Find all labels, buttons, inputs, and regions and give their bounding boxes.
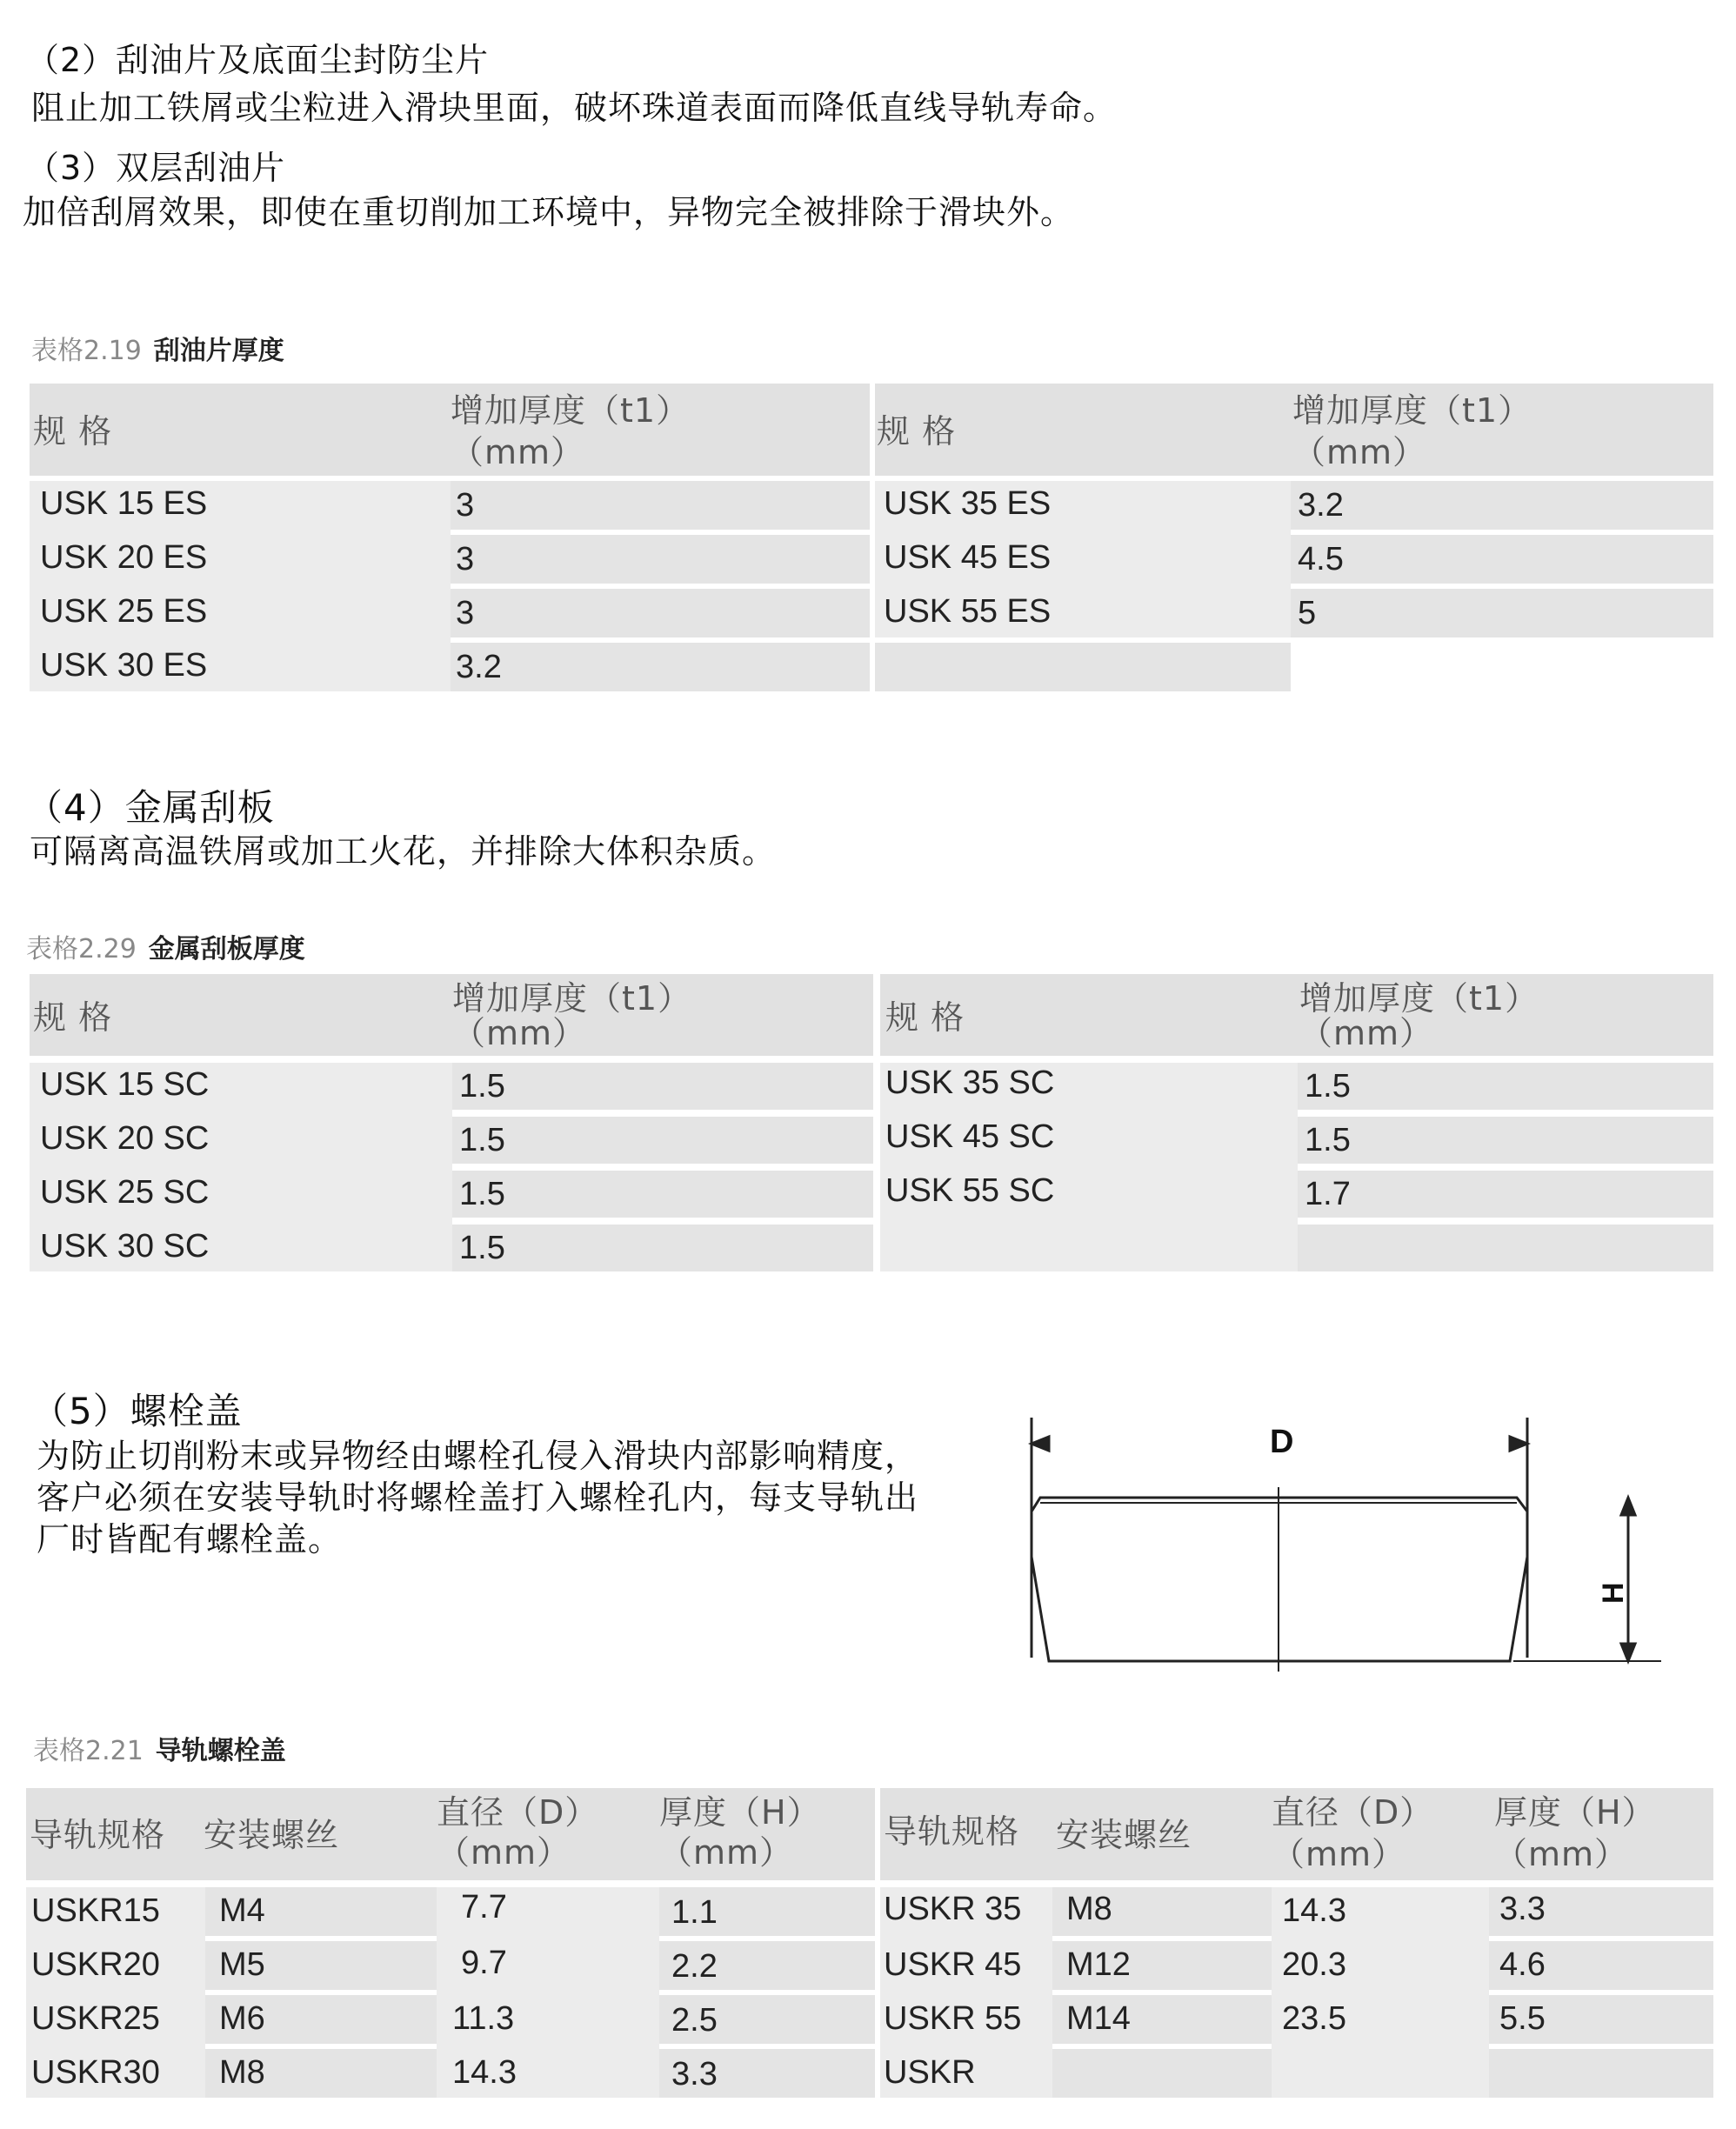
section-4-title: （4）金属刮板 [26, 786, 275, 829]
spec-cell: USK 30 ES [40, 647, 208, 684]
section-2-text: 阻止加工铁屑或尘粒进入滑块里面，破坏珠道表面而降低直线导轨寿命。 [31, 89, 1118, 127]
screw-cell: M6 [219, 2000, 265, 2037]
screw-cell: M8 [219, 2054, 265, 2091]
table-header-left [30, 974, 873, 1056]
spec-cell: USK 35 ES [884, 485, 1052, 522]
table-2-19-caption [31, 329, 284, 367]
header-thickness: 增加厚度（t1） [451, 391, 691, 430]
diameter-cell: 11.3 [452, 2000, 515, 2037]
height-cell: 3.3 [1499, 1891, 1546, 1927]
height-cell: 5.5 [1499, 2000, 1546, 2037]
header-spec: 规 格 [33, 998, 113, 1037]
value-cell: 1.5 [1305, 1068, 1351, 1105]
screw-cell: M4 [219, 1892, 265, 1929]
caption-title: 刮油片厚度 [153, 336, 284, 366]
rail-cell: USKR [884, 2054, 976, 2091]
spec-cell: USK 55 ES [884, 593, 1052, 630]
spec-cell: USK 45 SC [885, 1118, 1055, 1155]
section-5-line-2: 客户必须在安装导轨时将螺栓盖打入螺栓孔内，每支导轨出 [37, 1478, 919, 1517]
section-5-line-1: 为防止切削粉末或异物经由螺栓孔侵入滑块内部影响精度， [37, 1437, 919, 1475]
header-thickness: 增加厚度（t1） [1299, 979, 1539, 1018]
rail-cell: USKR 55 [884, 2000, 1022, 2037]
value-cell: 4.5 [1298, 541, 1344, 577]
table-header-right [880, 974, 1713, 1056]
screw-cell: M12 [1066, 1946, 1131, 1983]
diameter-cell: 20.3 [1282, 1946, 1346, 1983]
diameter-cell: 14.3 [1282, 1892, 1346, 1929]
table-row [875, 643, 1291, 691]
arrow-down-icon [1621, 1644, 1635, 1661]
value-cell: 3 [456, 487, 475, 524]
screw-cell: M8 [1066, 1891, 1112, 1927]
section-3-title: （3）双层刮油片 [26, 149, 286, 187]
caption-number: 表格2.19 [31, 336, 142, 366]
diameter-cell: 7.7 [461, 1889, 507, 1925]
header-spec: 规 格 [877, 412, 957, 450]
spec-cell: USK 15 ES [40, 485, 208, 522]
rail-cell: USKR 35 [884, 1891, 1022, 1927]
rail-cell: USKR 45 [884, 1946, 1022, 1983]
table-2-29-caption [26, 927, 305, 965]
header-height: 厚度（H） [1494, 1793, 1656, 1832]
value-cell: 1.5 [459, 1122, 505, 1158]
height-cell: 1.1 [671, 1894, 718, 1931]
value-cell: 1.7 [1305, 1176, 1351, 1212]
screw-cell: M14 [1066, 2000, 1131, 2037]
spec-cell: USK 55 SC [885, 1172, 1055, 1209]
header-diameter: 直径（D） [1272, 1793, 1434, 1832]
value-cell: 1.5 [459, 1068, 505, 1105]
bolt-cap-diagram [1009, 1400, 1670, 1679]
header-rail-spec: 导轨规格 [884, 1812, 1020, 1851]
value-cell: 3.2 [1298, 487, 1344, 524]
header-height-unit: （mm） [659, 1833, 794, 1872]
spec-cell: USK 25 ES [40, 593, 208, 630]
header-diameter: 直径（D） [437, 1793, 599, 1832]
header-diameter-unit: （mm） [437, 1833, 571, 1872]
caption-title: 导轨螺栓盖 [155, 1736, 286, 1766]
height-cell: 2.2 [671, 1948, 718, 1985]
rail-cell: USKR25 [31, 2000, 160, 2037]
value-cell: 3 [456, 595, 475, 631]
section-5-title: （5）螺栓盖 [31, 1390, 243, 1432]
spec-cell: USK 35 SC [885, 1064, 1055, 1101]
rail-cell: USKR20 [31, 1946, 160, 1983]
screw-cell: M5 [219, 1946, 265, 1983]
header-mount-screw: 安装螺丝 [204, 1816, 340, 1854]
spec-cell: USK 45 ES [884, 539, 1052, 576]
caption-number: 表格2.21 [33, 1736, 144, 1766]
header-thickness-unit: （mm） [1299, 1014, 1434, 1052]
value-cell: 3.2 [456, 649, 502, 685]
header-rail-spec: 导轨规格 [30, 1816, 166, 1854]
rail-cell: USKR30 [31, 2054, 160, 2091]
rail-cell: USKR15 [31, 1892, 160, 1929]
header-thickness: 增加厚度（t1） [452, 979, 692, 1018]
diameter-cell: 9.7 [461, 1945, 507, 1981]
value-cell: 5 [1298, 595, 1317, 631]
section-4-text: 可隔离高温铁屑或加工火花，并排除大体积杂质。 [30, 832, 777, 871]
spec-cell: USK 15 SC [40, 1066, 210, 1103]
spec-cell: USK 20 ES [40, 539, 208, 576]
header-spec: 规 格 [33, 412, 113, 450]
dimension-label-h: H [1597, 1582, 1630, 1604]
table-header-left [30, 384, 870, 476]
value-cell: 1.5 [459, 1230, 505, 1266]
header-thickness: 增加厚度（t1） [1292, 391, 1532, 430]
caption-number: 表格2.29 [26, 934, 137, 964]
dimension-label-d: D [1270, 1424, 1294, 1460]
section-5-line-3: 厂时皆配有螺栓盖。 [37, 1520, 343, 1558]
section-3-text: 加倍刮屑效果，即使在重切削加工环境中，异物完全被排除于滑块外。 [23, 193, 1075, 231]
arrow-right-icon [1510, 1437, 1527, 1451]
arrow-left-icon [1032, 1437, 1049, 1451]
header-spec: 规 格 [885, 998, 965, 1037]
diameter-cell: 23.5 [1282, 2000, 1346, 2037]
section-2-title: （2）刮油片及底面尘封防尘片 [26, 41, 490, 79]
header-height: 厚度（H） [659, 1793, 821, 1832]
table-2-21-caption [33, 1729, 286, 1767]
spec-cell: USK 25 SC [40, 1174, 210, 1211]
header-diameter-unit: （mm） [1272, 1835, 1406, 1873]
header-thickness-unit: （mm） [452, 1014, 587, 1052]
diameter-cell: 14.3 [452, 2054, 517, 2091]
header-thickness-unit: （mm） [451, 433, 585, 471]
header-thickness-unit: （mm） [1292, 433, 1427, 471]
caption-title: 金属刮板厚度 [148, 934, 305, 964]
arrow-up-icon [1621, 1498, 1635, 1515]
header-mount-screw: 安装螺丝 [1056, 1816, 1192, 1854]
value-cell: 1.5 [459, 1176, 505, 1212]
spec-cell: USK 30 SC [40, 1228, 210, 1265]
spec-cell: USK 20 SC [40, 1120, 210, 1157]
value-cell: 3 [456, 541, 475, 577]
height-cell: 2.5 [671, 2002, 718, 2039]
height-cell: 3.3 [671, 2056, 718, 2092]
value-cell: 1.5 [1305, 1122, 1351, 1158]
height-cell: 4.6 [1499, 1946, 1546, 1983]
header-height-unit: （mm） [1494, 1835, 1629, 1873]
